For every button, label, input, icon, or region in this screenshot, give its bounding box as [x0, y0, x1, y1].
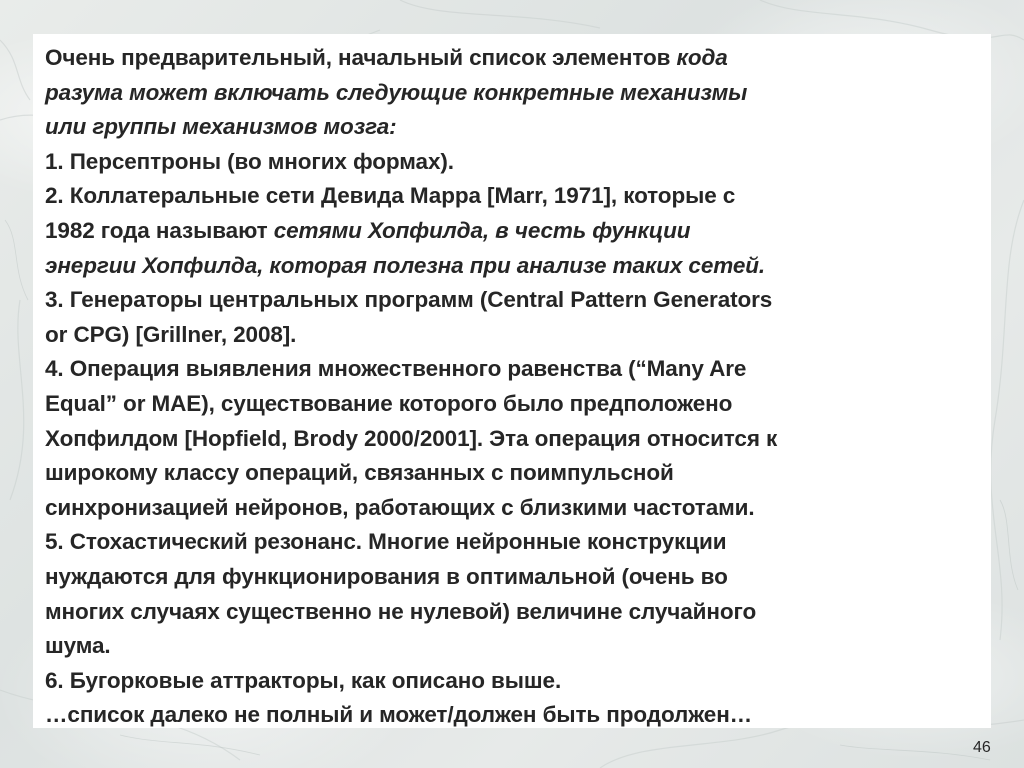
slide-text-panel: [33, 34, 991, 756]
text-line: [45, 456, 985, 491]
text-line: [45, 595, 985, 630]
text-segment: Очень предварительный, начальный список элементов: [45, 45, 677, 70]
text-line: [45, 698, 985, 733]
text-line: [45, 145, 985, 180]
text-line: [45, 41, 985, 76]
text-segment: многих случаях существенно не нулевой) величине случайного: [45, 598, 757, 624]
text-segment: 1. Персептроны (во многих формах).: [45, 148, 454, 174]
text-line: [45, 629, 985, 664]
italic-text-segment: энергии Хопфилда, которая полезна при анализе таких сетей.: [45, 252, 766, 278]
text-line: [45, 179, 985, 214]
text-segment: Хопфилдом [Hopfield, Brody 2000/2001]. Эта операция относится к: [45, 425, 778, 451]
text-segment: 1982 года называют: [45, 217, 274, 243]
text-segment: широкому классу операций, связанных с поимпульсной: [45, 460, 674, 486]
text-segment: нуждаются для функционирования в оптимальной (очень во: [45, 563, 728, 589]
text-line: [45, 664, 985, 699]
italic-text-segment: сетями Хопфилда, в честь функции: [273, 217, 691, 243]
text-segment: шума.: [45, 633, 111, 659]
italic-text-segment: кода: [676, 45, 728, 70]
text-segment: or CPG) [Grillner, 2008].: [45, 321, 297, 347]
text-segment: 2. Коллатеральные сети Девида Марра [Marr, 1971], которые с: [45, 183, 736, 209]
text-segment: 5. Стохастический резонанс. Многие нейронные конструкции: [45, 529, 727, 555]
text-segment: …список далеко не полный и может/должен быть продолжен…: [45, 702, 753, 728]
text-segment: 6. Бугорковые аттракторы, как описано выше.: [45, 667, 562, 693]
text-line: [45, 249, 985, 284]
text-line: [45, 560, 985, 595]
italic-text-segment: разума может включать следующие конкретные механизмы: [45, 79, 748, 105]
text-line: [45, 352, 985, 387]
slide-text: [45, 41, 985, 733]
text-line: [45, 387, 985, 422]
text-line: [45, 214, 985, 249]
text-line: [45, 422, 985, 457]
text-line: [45, 76, 985, 111]
text-line: [45, 491, 985, 526]
text-line: [45, 110, 985, 145]
text-segment: 3. Генераторы центральных программ (Central Pattern Generators: [45, 287, 773, 313]
text-segment: Equal” or MAE), существование которого было предположено: [45, 390, 733, 416]
text-segment: синхронизацией нейронов, работающих с близкими частотами.: [45, 494, 755, 520]
text-line: [45, 525, 985, 560]
text-line: [45, 283, 985, 318]
page-number: 46: [973, 739, 991, 756]
italic-text-segment: или группы механизмов мозга:: [45, 114, 397, 140]
text-line: [45, 318, 985, 353]
text-segment: 4. Операция выявления множественного равенства (“Many Are: [45, 356, 747, 382]
